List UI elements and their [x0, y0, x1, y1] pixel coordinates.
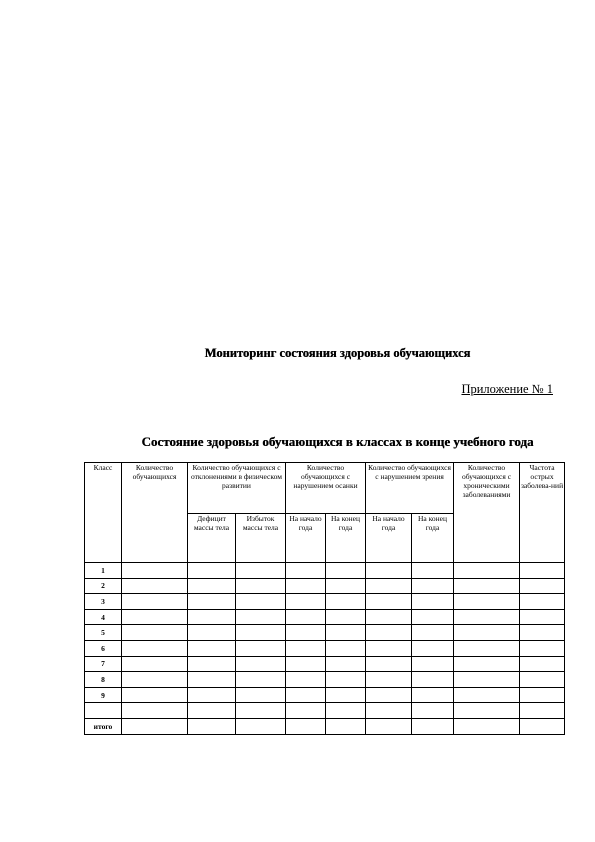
table-cell[interactable] [520, 640, 565, 656]
table-title: Состояние здоровья обучающихся в классах в конце учебного года [141, 434, 534, 449]
table-cell[interactable] [366, 640, 412, 656]
table-cell[interactable] [122, 594, 188, 610]
table-cell[interactable] [326, 625, 366, 641]
table-cell[interactable] [412, 687, 454, 703]
table-cell[interactable] [236, 656, 286, 672]
table-cell[interactable] [188, 609, 236, 625]
table-cell[interactable] [520, 609, 565, 625]
table-cell[interactable] [188, 656, 236, 672]
table-cell[interactable] [412, 625, 454, 641]
table-cell[interactable] [520, 672, 565, 688]
table-cell[interactable] [286, 703, 326, 719]
table-cell[interactable] [236, 718, 286, 734]
table-cell[interactable] [454, 578, 520, 594]
table-cell[interactable] [366, 703, 412, 719]
table-cell[interactable] [412, 578, 454, 594]
table-cell[interactable] [122, 718, 188, 734]
table-cell[interactable] [188, 578, 236, 594]
row-class-label: 6 [85, 640, 122, 656]
table-cell[interactable] [366, 563, 412, 579]
table-cell[interactable] [122, 640, 188, 656]
table-cell[interactable] [412, 594, 454, 610]
table-cell[interactable] [454, 594, 520, 610]
table-cell[interactable] [366, 672, 412, 688]
table-row [85, 594, 565, 610]
table-cell[interactable] [122, 703, 188, 719]
table-cell[interactable] [412, 718, 454, 734]
table-cell[interactable] [326, 609, 366, 625]
table-cell[interactable] [286, 578, 326, 594]
row-class-label: итого [85, 718, 122, 734]
table-cell[interactable] [236, 687, 286, 703]
table-cell[interactable] [236, 640, 286, 656]
table-cell[interactable] [454, 656, 520, 672]
table-cell[interactable] [520, 578, 565, 594]
header-vision: Количество обучающихся с нарушением зрения [366, 463, 454, 514]
table-row [85, 563, 565, 579]
table-cell[interactable] [236, 609, 286, 625]
table-cell[interactable] [412, 672, 454, 688]
table-cell[interactable] [122, 563, 188, 579]
table-row [85, 656, 565, 672]
header-posture-start: На начало года [286, 514, 326, 563]
table-cell[interactable] [122, 672, 188, 688]
table-cell[interactable] [188, 640, 236, 656]
table-cell[interactable] [326, 578, 366, 594]
row-class-label: 4 [85, 609, 122, 625]
table-cell[interactable] [454, 687, 520, 703]
header-phys: Количество обучающихся с отклонениями в физическом развитии [188, 463, 286, 514]
table-cell[interactable] [520, 656, 565, 672]
table-cell[interactable] [520, 563, 565, 579]
table-cell[interactable] [122, 656, 188, 672]
table-cell[interactable] [188, 563, 236, 579]
table-cell[interactable] [188, 703, 236, 719]
table-cell[interactable] [454, 609, 520, 625]
header-acute: Частота острых заболева-ний [520, 463, 565, 563]
table-cell[interactable] [188, 672, 236, 688]
table-cell[interactable] [412, 563, 454, 579]
table-cell[interactable] [188, 718, 236, 734]
row-class-label: 3 [85, 594, 122, 610]
table-cell[interactable] [286, 718, 326, 734]
table-cell[interactable] [236, 625, 286, 641]
table-cell[interactable] [326, 563, 366, 579]
table-row [85, 672, 565, 688]
row-class-label: 9 [85, 687, 122, 703]
table-cell[interactable] [286, 640, 326, 656]
table-cell[interactable] [236, 578, 286, 594]
table-cell[interactable] [326, 718, 366, 734]
table-cell[interactable] [366, 625, 412, 641]
table-cell[interactable] [366, 687, 412, 703]
table-cell[interactable] [454, 625, 520, 641]
header-count: Количество обучающихся [122, 463, 188, 563]
table-cell[interactable] [286, 609, 326, 625]
table-cell[interactable] [236, 672, 286, 688]
table-cell[interactable] [122, 609, 188, 625]
table-cell[interactable] [520, 703, 565, 719]
row-class-label: 8 [85, 672, 122, 688]
table-cell[interactable] [454, 718, 520, 734]
table-cell[interactable] [520, 718, 565, 734]
table-cell[interactable] [326, 640, 366, 656]
table-row [85, 703, 565, 719]
header-posture-end: На конец года [326, 514, 366, 563]
table-cell[interactable] [286, 625, 326, 641]
table-cell[interactable] [326, 672, 366, 688]
table-row [85, 609, 565, 625]
table-cell[interactable] [412, 609, 454, 625]
table-row [85, 687, 565, 703]
table-cell[interactable] [366, 656, 412, 672]
row-class-label [85, 703, 122, 719]
appendix-label: Приложение № 1 [461, 382, 553, 396]
row-class-label: 1 [85, 563, 122, 579]
table-cell[interactable] [366, 609, 412, 625]
table-cell[interactable] [122, 578, 188, 594]
table-cell[interactable] [188, 625, 236, 641]
table-row [85, 640, 565, 656]
row-class-label: 5 [85, 625, 122, 641]
table-cell[interactable] [326, 687, 366, 703]
table-cell[interactable] [412, 640, 454, 656]
table-cell[interactable] [236, 703, 286, 719]
table-cell[interactable] [520, 594, 565, 610]
table-cell[interactable] [286, 656, 326, 672]
table-cell[interactable] [326, 594, 366, 610]
header-posture: Количество обучающихся с нарушением осанки [286, 463, 366, 514]
health-table [84, 462, 565, 735]
table-cell[interactable] [454, 672, 520, 688]
table-cell[interactable] [366, 718, 412, 734]
header-class: Класс [85, 463, 122, 563]
table-cell[interactable] [286, 594, 326, 610]
table-cell[interactable] [412, 656, 454, 672]
table-cell[interactable] [366, 578, 412, 594]
table-cell[interactable] [454, 640, 520, 656]
row-class-label: 2 [85, 578, 122, 594]
header-phys-deficit: Дефицит массы тела [188, 514, 236, 563]
row-class-label: 7 [85, 656, 122, 672]
table-cell[interactable] [454, 563, 520, 579]
table-row [85, 578, 565, 594]
table-cell[interactable] [326, 703, 366, 719]
header-chronic: Количество обучающихся с хроническими заболеваниями [454, 463, 520, 563]
table-cell[interactable] [236, 594, 286, 610]
header-vision-start: На начало года [366, 514, 412, 563]
table-row [85, 718, 565, 734]
table-cell[interactable] [454, 703, 520, 719]
table-cell[interactable] [520, 687, 565, 703]
table-cell[interactable] [286, 672, 326, 688]
table-cell[interactable] [412, 703, 454, 719]
table-cell[interactable] [122, 687, 188, 703]
header-phys-excess: Избыток массы тела [236, 514, 286, 563]
header-vision-end: На конец года [412, 514, 454, 563]
table-cell[interactable] [520, 625, 565, 641]
page-title: Мониторинг состояния здоровья обучающихся [204, 346, 471, 360]
table-row [85, 625, 565, 641]
table-cell[interactable] [122, 625, 188, 641]
table-cell[interactable] [286, 563, 326, 579]
table-cell[interactable] [188, 594, 236, 610]
table-cell[interactable] [286, 687, 326, 703]
table-cell[interactable] [188, 687, 236, 703]
table-cell[interactable] [236, 563, 286, 579]
table-cell[interactable] [366, 594, 412, 610]
table-cell[interactable] [326, 656, 366, 672]
